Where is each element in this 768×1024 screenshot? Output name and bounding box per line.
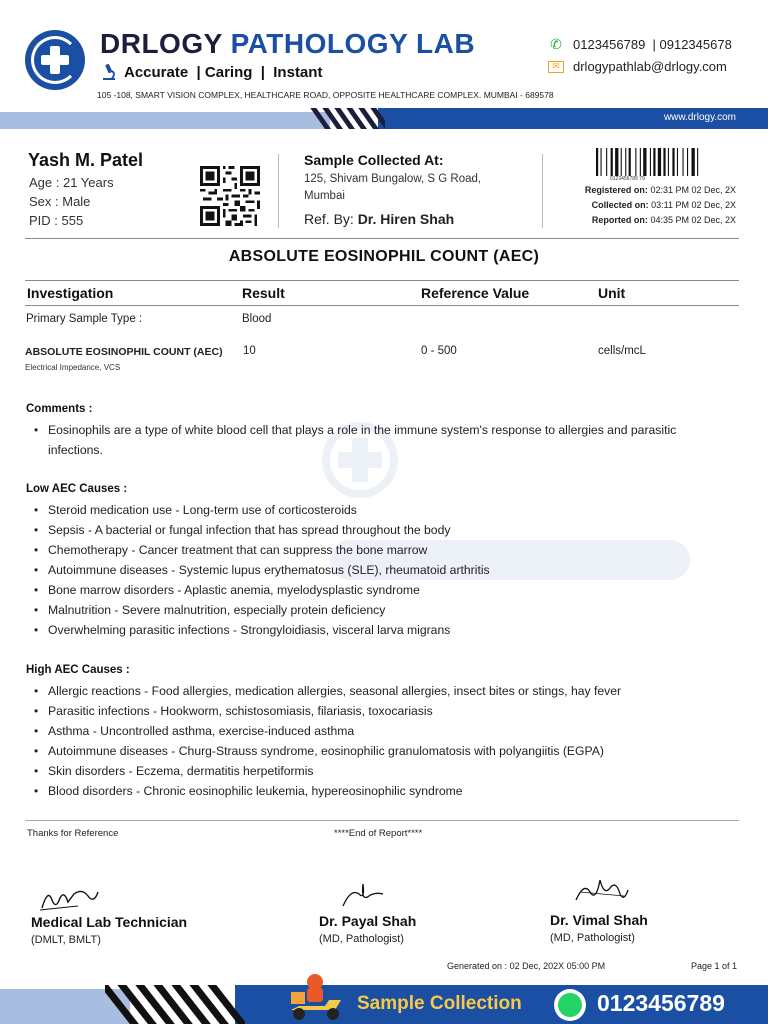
list-item: • Malnutrition - Severe malnutrition, especially protein deficiency (48, 600, 728, 620)
col-result: Result (242, 285, 285, 301)
end-of-report: ****End of Report**** (334, 828, 423, 839)
tagline (100, 63, 322, 81)
investigation-name: ABSOLUTE EOSINOPHIL COUNT (AEC) (25, 346, 223, 358)
list-item: • Skin disorders - Eczema, dermatitis herpetiformis (48, 761, 728, 781)
patient-sex: Sex : Male (29, 194, 91, 209)
lab-name-part1: DRLOGY (100, 28, 223, 59)
divider (278, 154, 279, 228)
reported-label: Reported on: (591, 215, 648, 225)
comments-list (48, 420, 728, 460)
list-item: • Asthma - Uncontrolled asthma, exercise-induced asthma (48, 721, 728, 741)
col-investigation: Investigation (27, 285, 114, 301)
website-link[interactable]: www.drlogy.com (663, 112, 736, 123)
tagline-text: Accurate | Caring | Instant (124, 63, 323, 81)
list-item: • Steroid medication use - Long-term use of corticosteroids (48, 500, 728, 520)
reported-date (592, 215, 736, 225)
lab-name-part2: PATHOLOGY LAB (230, 28, 476, 59)
ref-label: Ref. By: (304, 211, 354, 227)
delivery-scooter-icon (285, 970, 347, 1024)
list-item: • Chemotherapy - Cancer treatment that can suppress the bone marrow (48, 540, 728, 560)
signatory-name-3: Dr. Vimal Shah (550, 912, 648, 928)
email-contact (548, 59, 727, 74)
generated-label: Generated on : (447, 961, 508, 971)
signatory-qual-1: (DMLT, BMLT) (31, 934, 101, 946)
investigation-method: Electrical Impedance, VCS (25, 363, 121, 372)
qr-code (200, 166, 260, 226)
lab-address: 105 -108, SMART VISION COMPLEX, HEALTHCARE ROAD, OPPOSITE HEALTHCARE COMPLEX. MUMBAI - 689578 (97, 90, 554, 100)
page-number: Page 1 of 1 (691, 961, 738, 971)
list-item: • Bone marrow disorders - Aplastic anemia, myelodysplastic syndrome (48, 580, 728, 600)
signatory-qual-2: (MD, Pathologist) (319, 933, 404, 945)
sample-type-value: Blood (242, 313, 272, 325)
registered-label: Registered on: (584, 185, 648, 195)
collected-label: Collected on: (591, 200, 649, 210)
sample-collection-label: Sample Collection (357, 993, 522, 1014)
phone-numbers: 0123456789 | 0912345678 (573, 36, 732, 52)
mail-icon: ✉ (548, 61, 564, 73)
thanks-text: Thanks for Reference (27, 828, 119, 839)
table-top-border (25, 280, 739, 281)
banner-phone[interactable]: 0123456789 (597, 990, 725, 1016)
patient-age: Age : 21 Years (29, 175, 114, 190)
col-unit: Unit (598, 285, 626, 301)
report-title: ABSOLUTE EOSINOPHIL COUNT (AEC) (228, 248, 540, 265)
microscope-icon (100, 63, 118, 81)
list-item: • Overwhelming parasitic infections - Strongyloidiasis, visceral larva migrans (48, 620, 728, 640)
phone-contact (548, 36, 732, 52)
result-value: 10 (243, 345, 256, 357)
signatory-name-2: Dr. Payal Shah (319, 913, 417, 929)
sample-address: 125, Shivam Bungalow, S G Road, Mumbai (304, 173, 482, 202)
list-item: • Sepsis - A bacterial or fungal infection that has spread throughout the body (48, 520, 728, 540)
list-item: • Eosinophils are a type of white blood cell that plays a role in the immune system's response to allergies and parasitic infections. (48, 420, 728, 460)
low-causes-heading: Low AEC Causes : (26, 483, 128, 495)
signature-vimal-shah (572, 872, 632, 908)
list-item: • Parasitic infections - Hookworm, schistosomiasis, filariasis, toxocariasis (48, 701, 728, 721)
collected-value: 03:11 PM 02 Dec, 2X (651, 200, 736, 210)
generated-on (447, 961, 605, 971)
medical-cross-icon (41, 46, 69, 74)
referred-by (304, 211, 454, 227)
list-item: • Blood disorders - Chronic eosinophilic leukemia, hypereosinophilic syndrome (48, 781, 728, 801)
list-item: • Autoimmune diseases - Churg-Strauss syndrome, eosinophilic granulomatosis with polyangiitis (EGPA) (48, 741, 728, 761)
barcode (596, 148, 736, 176)
list-item: • Allergic reactions - Food allergies, medication allergies, seasonal allergies, insect bites or stings, hay fever (48, 681, 728, 701)
sample-type-label: Primary Sample Type : (26, 313, 143, 325)
signatory-qual-3: (MD, Pathologist) (550, 932, 635, 944)
lab-logo (25, 30, 85, 90)
signature-technician (38, 884, 102, 914)
signatory-name-1: Medical Lab Technician (31, 914, 188, 930)
col-reference: Reference Value (421, 285, 530, 301)
whatsapp-icon (554, 989, 586, 1021)
high-causes-list (48, 681, 728, 801)
collected-date (592, 200, 736, 210)
generated-value: 02 Dec, 202X 05:00 PM (509, 961, 606, 971)
footer-separator (25, 820, 739, 821)
lab-name (100, 28, 475, 60)
footer-stripes (105, 985, 245, 1024)
phone-icon: ✆ (550, 36, 562, 52)
low-causes-list (48, 500, 728, 640)
registered-date (585, 185, 736, 195)
reported-value: 04:35 PM 02 Dec, 2X (650, 215, 736, 225)
separator (25, 238, 739, 239)
registered-value: 02:31 PM 02 Dec, 2X (650, 185, 736, 195)
unit-value: cells/mcL (598, 345, 646, 357)
table-header-border (25, 305, 739, 306)
comments-heading: Comments : (26, 403, 93, 415)
sample-collected-title: Sample Collected At: (304, 152, 444, 168)
patient-name: Yash M. Patel (28, 150, 144, 170)
signature-payal-shah (337, 880, 387, 910)
reference-value: 0 - 500 (421, 345, 457, 357)
divider (542, 154, 543, 228)
list-item: • Autoimmune diseases - Systemic lupus erythematosus (SLE), rheumatoid arthritis (48, 560, 728, 580)
barcode-number: 0123456789 79 (610, 176, 645, 182)
email-address: drlogypathlab@drlogy.com (573, 59, 727, 74)
high-causes-heading: High AEC Causes : (26, 664, 130, 676)
header-stripes (310, 108, 385, 129)
ref-doctor: Dr. Hiren Shah (357, 211, 455, 227)
patient-pid: PID : 555 (29, 213, 84, 228)
